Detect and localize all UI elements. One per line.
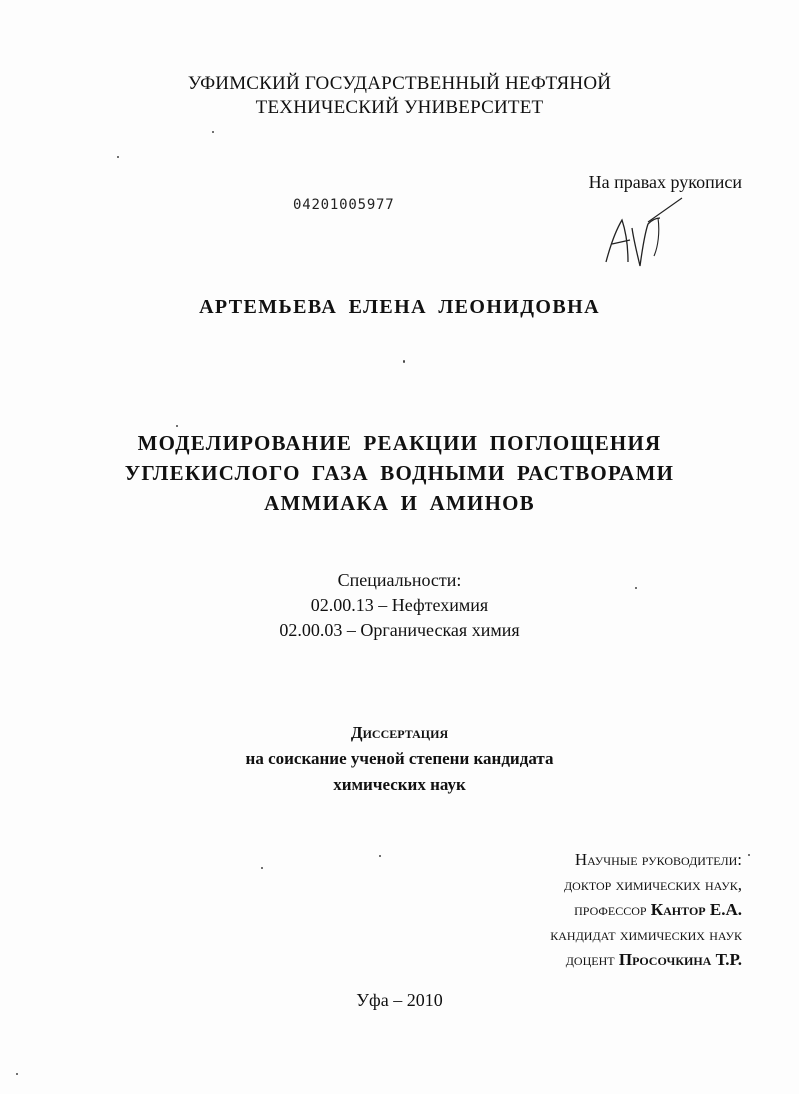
title-line-3: АММИАКА И АМИНОВ bbox=[264, 491, 535, 515]
city-year: Уфа – 2010 bbox=[356, 990, 443, 1010]
supervisor-degree-1: доктор химических наук, bbox=[563, 875, 742, 894]
author-name: АРТЕМЬЕВА ЕЛЕНА ЛЕОНИДОВНА bbox=[199, 296, 600, 318]
dissertation-line-2: химических наук bbox=[333, 775, 466, 794]
scan-speck bbox=[261, 867, 263, 869]
scan-speck bbox=[16, 1073, 18, 1075]
supervisors-block bbox=[440, 847, 742, 972]
scan-speck bbox=[635, 587, 637, 589]
supervisor-2-title: доцент bbox=[565, 950, 615, 969]
supervisor-1-name: Кантор Е.А. bbox=[650, 900, 742, 919]
dissertation-title bbox=[0, 428, 799, 518]
specialty-item: 02.00.03 – Органическая химия bbox=[279, 620, 520, 640]
scan-speck bbox=[403, 360, 405, 363]
supervisor-2 bbox=[440, 947, 742, 972]
dissertation-heading: Диссертация bbox=[350, 723, 449, 742]
scan-speck bbox=[212, 131, 214, 133]
signature-image bbox=[598, 192, 688, 274]
title-line-2: УГЛЕКИСЛОГО ГАЗА ВОДНЫМИ РАСТВОРАМИ bbox=[124, 461, 675, 485]
university-line-2: ТЕХНИЧЕСКИЙ УНИВЕРСИТЕТ bbox=[255, 97, 544, 118]
title-line-1: МОДЕЛИРОВАНИЕ РЕАКЦИИ ПОГЛОЩЕНИЯ bbox=[137, 431, 662, 455]
manuscript-note: На правах рукописи bbox=[588, 172, 742, 192]
supervisor-1 bbox=[440, 897, 742, 922]
dissertation-line-1: на соискание ученой степени кандидата bbox=[245, 749, 554, 768]
scan-speck bbox=[379, 855, 381, 857]
supervisor-degree-2: кандидат химических наук bbox=[550, 925, 742, 944]
university-name bbox=[0, 72, 799, 120]
scan-speck bbox=[748, 854, 750, 856]
scan-speck bbox=[117, 156, 119, 158]
specialties-block bbox=[0, 568, 799, 643]
specialty-item: 02.00.13 – Нефтехимия bbox=[310, 595, 489, 615]
supervisors-heading: Научные руководители: bbox=[574, 850, 742, 869]
scan-speck bbox=[176, 425, 178, 427]
catalog-number: 04201005977 bbox=[293, 197, 395, 213]
dissertation-block bbox=[0, 720, 799, 798]
university-line-1: УФИМСКИЙ ГОСУДАРСТВЕННЫЙ НЕФТЯНОЙ bbox=[187, 73, 612, 94]
specialties-heading: Специальности: bbox=[337, 570, 462, 590]
supervisor-2-name: Просочкина Т.Р. bbox=[618, 950, 742, 969]
supervisor-1-title: профессор bbox=[574, 900, 647, 919]
